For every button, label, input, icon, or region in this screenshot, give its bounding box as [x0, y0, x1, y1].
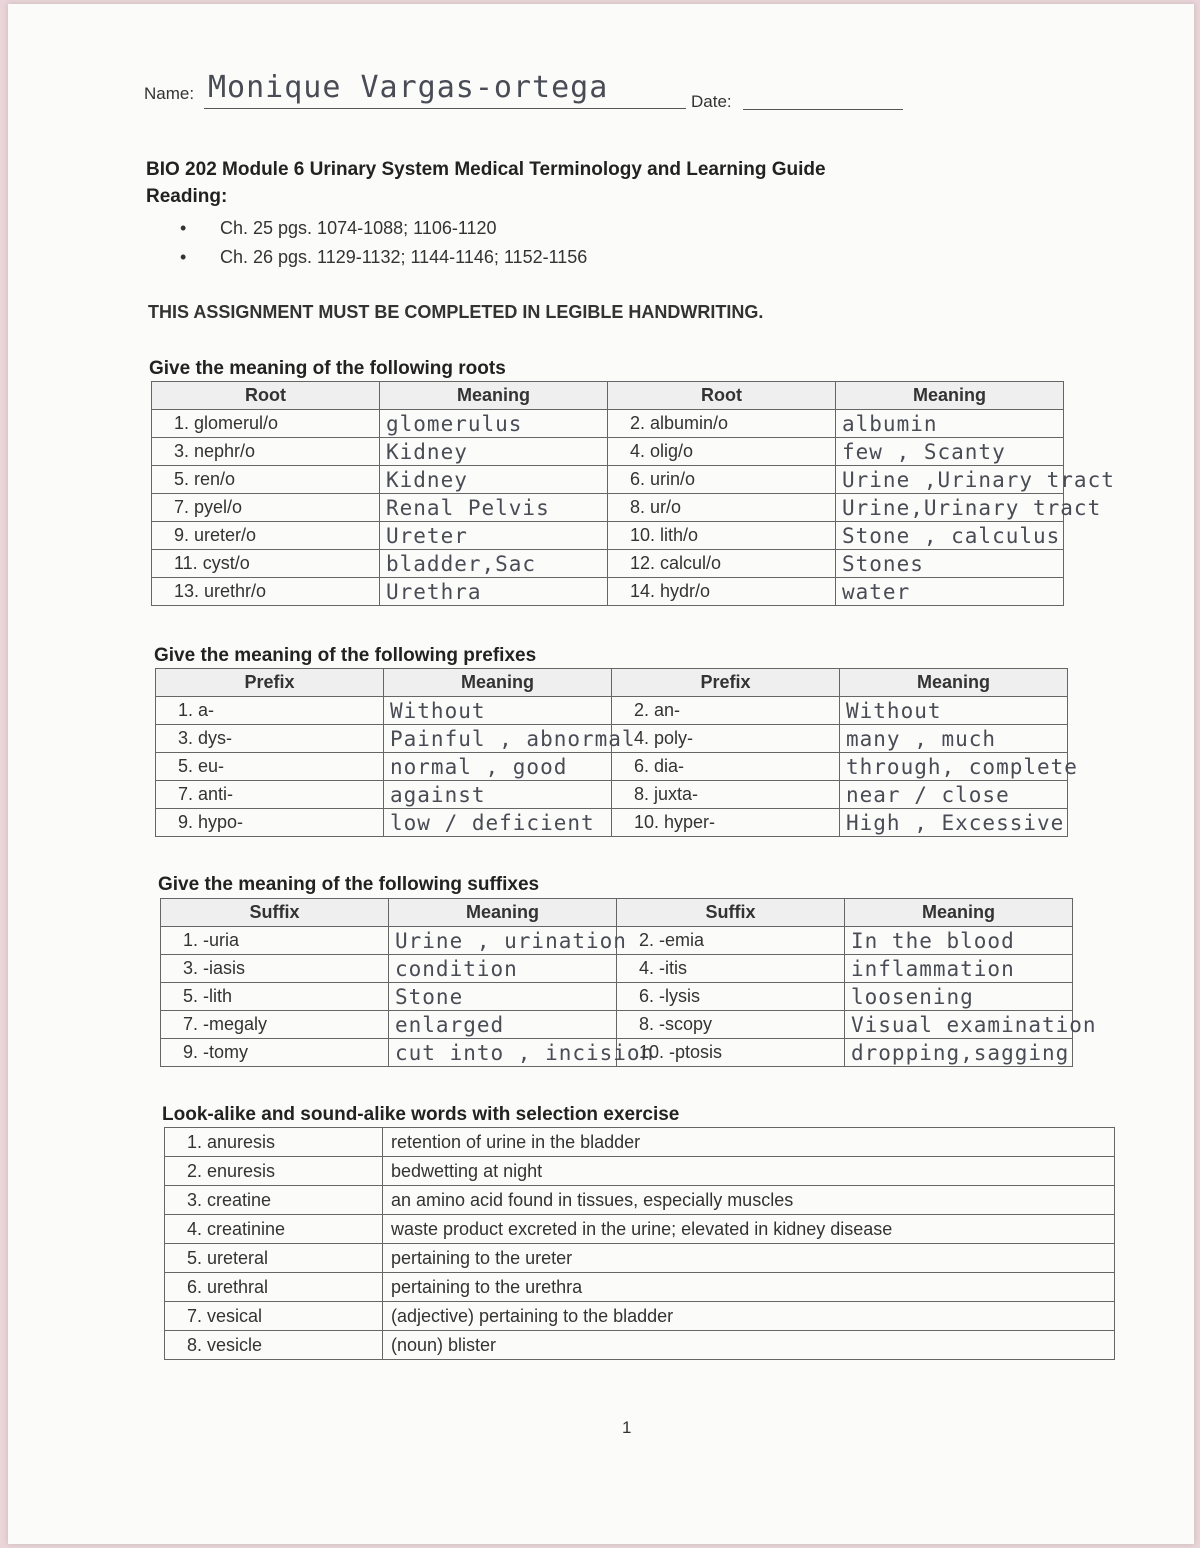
column-header: Root — [152, 382, 380, 410]
table-row — [161, 955, 1073, 983]
term-cell: 5. ren/o — [152, 466, 380, 494]
term-cell: 3. nephr/o — [152, 438, 380, 466]
answer-cell: loosening — [845, 983, 1073, 1011]
answer-cell: Stone , calculus — [836, 522, 1064, 550]
roots-heading: Give the meaning of the following roots — [149, 358, 506, 379]
suffixes-heading: Give the meaning of the following suffixes — [158, 874, 540, 895]
answer-cell: near / close — [840, 781, 1068, 809]
answer-cell: Stone — [389, 983, 617, 1011]
handwriting-notice: THIS ASSIGNMENT MUST BE COMPLETED IN LEGIBLE HANDWRITING. — [148, 302, 764, 322]
term-cell: 1. -uria — [161, 927, 389, 955]
name-label: Name: — [144, 84, 195, 103]
answer-cell: cut into , incision — [389, 1039, 617, 1067]
table-header-row — [152, 382, 1064, 410]
answer-cell: Urine , urination — [389, 927, 617, 955]
definition-cell: retention of urine in the bladder — [383, 1128, 1115, 1157]
term-cell: 6. -lysis — [617, 983, 845, 1011]
definition-cell: (noun) blister — [383, 1331, 1115, 1360]
term-cell: 9. -tomy — [161, 1039, 389, 1067]
term-cell: 5. -lith — [161, 983, 389, 1011]
definition-cell: (adjective) pertaining to the bladder — [383, 1302, 1115, 1331]
answer-cell: many , much — [840, 725, 1068, 753]
term-cell: 5. eu- — [156, 753, 384, 781]
answer-cell: glomerulus — [380, 410, 608, 438]
column-header: Meaning — [836, 382, 1064, 410]
term-cell: 1. glomerul/o — [152, 410, 380, 438]
definition-cell: waste product excreted in the urine; elevated in kidney disease — [383, 1215, 1115, 1244]
table-row — [152, 438, 1064, 466]
term-cell: 3. -iasis — [161, 955, 389, 983]
table-row — [156, 697, 1068, 725]
definition-cell: an amino acid found in tissues, especially muscles — [383, 1186, 1115, 1215]
definition-cell: bedwetting at night — [383, 1157, 1115, 1186]
answer-cell: dropping,sagging — [845, 1039, 1073, 1067]
table-header-row — [156, 669, 1068, 697]
term-cell: 7. vesical — [165, 1302, 383, 1331]
table-header-row — [161, 899, 1073, 927]
table-row — [165, 1331, 1115, 1360]
term-cell: 6. dia- — [612, 753, 840, 781]
term-cell: 5. ureteral — [165, 1244, 383, 1273]
term-cell: 7. anti- — [156, 781, 384, 809]
prefixes-table — [155, 668, 1078, 837]
table-row — [152, 494, 1064, 522]
term-cell: 8. -scopy — [617, 1011, 845, 1039]
term-cell: 2. albumin/o — [608, 410, 836, 438]
definition-cell: pertaining to the urethra — [383, 1273, 1115, 1302]
term-cell: 9. ureter/o — [152, 522, 380, 550]
table-row — [165, 1157, 1115, 1186]
table-row — [165, 1244, 1115, 1273]
column-header: Suffix — [617, 899, 845, 927]
term-cell: 1. a- — [156, 697, 384, 725]
answer-cell: few , Scanty — [836, 438, 1064, 466]
reading-label: Reading: — [146, 186, 228, 207]
answer-cell: In the blood — [845, 927, 1073, 955]
suffixes-table — [160, 898, 1097, 1067]
answer-cell: Urine,Urinary tract — [836, 494, 1064, 522]
term-cell: 8. ur/o — [608, 494, 836, 522]
term-cell: 14. hydr/o — [608, 578, 836, 606]
table-row — [152, 550, 1064, 578]
term-cell: 10. -ptosis — [617, 1039, 845, 1067]
term-cell: 2. an- — [612, 697, 840, 725]
worksheet-page — [8, 4, 1194, 1544]
table-row — [165, 1186, 1115, 1215]
table-row — [156, 753, 1068, 781]
table-row — [161, 1011, 1073, 1039]
table-row — [152, 466, 1064, 494]
column-header: Root — [608, 382, 836, 410]
term-cell: 7. pyel/o — [152, 494, 380, 522]
answer-cell: Renal Pelvis — [380, 494, 608, 522]
column-header: Meaning — [380, 382, 608, 410]
term-cell: 10. lith/o — [608, 522, 836, 550]
table-row — [152, 522, 1064, 550]
column-header: Suffix — [161, 899, 389, 927]
term-cell: 3. dys- — [156, 725, 384, 753]
column-header: Meaning — [840, 669, 1068, 697]
lookalike-table — [164, 1127, 1115, 1360]
lookalike-heading: Look-alike and sound-alike words with selection exercise — [162, 1104, 680, 1125]
term-cell: 13. urethr/o — [152, 578, 380, 606]
term-cell: 6. urethral — [165, 1273, 383, 1302]
term-cell: 9. hypo- — [156, 809, 384, 837]
table-row — [152, 410, 1064, 438]
answer-cell: through, complete — [840, 753, 1068, 781]
column-header: Prefix — [156, 669, 384, 697]
term-cell: 7. -megaly — [161, 1011, 389, 1039]
table-row — [161, 983, 1073, 1011]
answer-cell: Urine ,Urinary tract — [836, 466, 1064, 494]
term-cell: 8. vesicle — [165, 1331, 383, 1360]
term-cell: 11. cyst/o — [152, 550, 380, 578]
table-row — [161, 927, 1073, 955]
page-number: 1 — [622, 1418, 632, 1437]
answer-cell: bladder,Sac — [380, 550, 608, 578]
answer-cell: condition — [389, 955, 617, 983]
term-cell: 2. enuresis — [165, 1157, 383, 1186]
term-cell: 6. urin/o — [608, 466, 836, 494]
answer-cell: Ureter — [380, 522, 608, 550]
page-title: BIO 202 Module 6 Urinary System Medical Terminology and Learning Guide — [146, 159, 826, 180]
term-cell: 4. poly- — [612, 725, 840, 753]
name-underline — [204, 108, 686, 109]
column-header: Meaning — [389, 899, 617, 927]
answer-cell: Without — [384, 697, 612, 725]
prefixes-heading: Give the meaning of the following prefixes — [154, 645, 537, 666]
roots-table — [151, 381, 1115, 606]
answer-cell: Kidney — [380, 438, 608, 466]
date-label: Date: — [691, 92, 732, 111]
answer-cell: Kidney — [380, 466, 608, 494]
table-row — [165, 1128, 1115, 1157]
table-row — [165, 1302, 1115, 1331]
table-row — [152, 578, 1064, 606]
table-row — [156, 781, 1068, 809]
term-cell: 8. juxta- — [612, 781, 840, 809]
term-cell: 4. creatinine — [165, 1215, 383, 1244]
answer-cell: Without — [840, 697, 1068, 725]
answer-cell: low / deficient — [384, 809, 612, 837]
answer-cell: Urethra — [380, 578, 608, 606]
term-cell: 1. anuresis — [165, 1128, 383, 1157]
table-row — [165, 1215, 1115, 1244]
column-header: Prefix — [612, 669, 840, 697]
answer-cell: albumin — [836, 410, 1064, 438]
table-row — [156, 809, 1068, 837]
answer-cell: Visual examination — [845, 1011, 1073, 1039]
column-header: Meaning — [845, 899, 1073, 927]
answer-cell: inflammation — [845, 955, 1073, 983]
table-row — [165, 1273, 1115, 1302]
reading-item: • Ch. 26 pgs. 1129-1132; 1144-1146; 1152-1156 — [180, 247, 587, 276]
answer-cell: normal , good — [384, 753, 612, 781]
date-underline — [743, 109, 903, 110]
answer-cell: Stones — [836, 550, 1064, 578]
column-header: Meaning — [384, 669, 612, 697]
table-row — [156, 725, 1068, 753]
answer-cell: water — [836, 578, 1064, 606]
table-row — [161, 1039, 1073, 1067]
term-cell: 10. hyper- — [612, 809, 840, 837]
term-cell: 4. olig/o — [608, 438, 836, 466]
term-cell: 12. calcul/o — [608, 550, 836, 578]
term-cell: 3. creatine — [165, 1186, 383, 1215]
term-cell: 4. -itis — [617, 955, 845, 983]
term-cell: 2. -emia — [617, 927, 845, 955]
answer-cell: Painful , abnormal — [384, 725, 612, 753]
reading-item: • Ch. 25 pgs. 1074-1088; 1106-1120 — [180, 218, 587, 247]
name-value: Monique Vargas-ortega — [208, 70, 609, 105]
answer-cell: against — [384, 781, 612, 809]
definition-cell: pertaining to the ureter — [383, 1244, 1115, 1273]
answer-cell: enlarged — [389, 1011, 617, 1039]
answer-cell: High , Excessive — [840, 809, 1068, 837]
reading-list — [180, 218, 587, 276]
